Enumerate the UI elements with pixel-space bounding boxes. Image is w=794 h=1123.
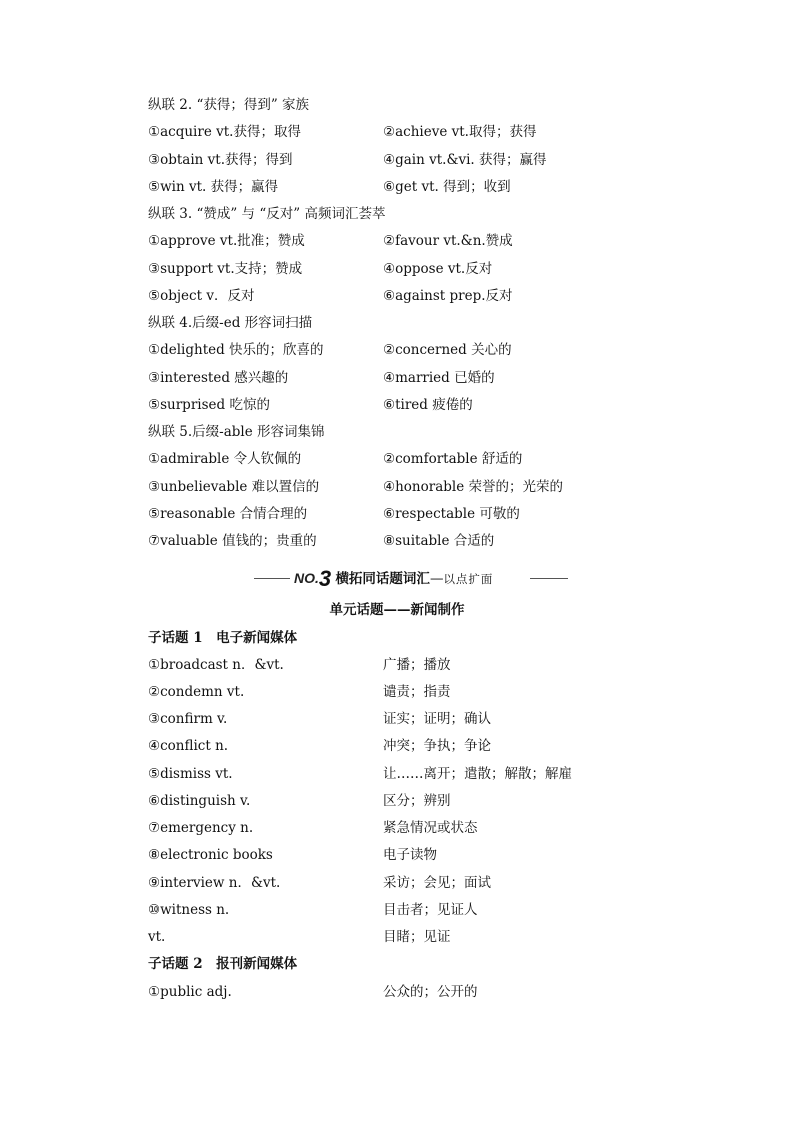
vocab-row bbox=[0, 393, 794, 417]
vocab-word: ⑩witness n. bbox=[148, 902, 230, 918]
vocab-word: vt. bbox=[148, 929, 166, 945]
subtopic2-title: 子话题 2 报刊新闻媒体 bbox=[148, 956, 298, 972]
vocab-row bbox=[0, 734, 794, 758]
vocab-item: ③interested 感兴趣的 bbox=[148, 370, 289, 386]
group4-title: 纵联 4.后缀-ed 形容词扫描 bbox=[148, 315, 313, 331]
unit-topic-line bbox=[0, 598, 794, 622]
vocab-word: ⑤dismiss vt. bbox=[148, 766, 233, 782]
vocab-item: ②comfortable 舒适的 bbox=[383, 451, 523, 467]
vocab-row bbox=[0, 366, 794, 390]
vocab-meaning: 区分；辨别 bbox=[383, 793, 451, 809]
banner-title: 横拓同话题词汇 bbox=[335, 571, 430, 587]
vocab-item: ⑤object v．反对 bbox=[148, 288, 255, 304]
banner-text bbox=[294, 565, 493, 591]
vocab-item: ⑥respectable 可敬的 bbox=[383, 506, 520, 522]
vocab-word: ⑥distinguish v. bbox=[148, 793, 251, 809]
group3-heading-line bbox=[0, 202, 794, 226]
subtopic1-title: 子话题 1 电子新闻媒体 bbox=[148, 630, 298, 646]
vocab-item: ④gain vt.&vi. 获得；赢得 bbox=[383, 152, 547, 168]
vocab-row bbox=[0, 980, 794, 1004]
vocab-word: ⑦emergency n. bbox=[148, 820, 254, 836]
vocab-item: ①delighted 快乐的；欣喜的 bbox=[148, 342, 324, 358]
vocab-meaning: 电子读物 bbox=[383, 847, 437, 863]
vocab-row bbox=[0, 680, 794, 704]
vocab-item: ⑥get vt. 得到；收到 bbox=[383, 179, 511, 195]
group4-heading-line bbox=[0, 311, 794, 335]
vocab-item: ③obtain vt.获得；得到 bbox=[148, 152, 293, 168]
banner-left-rule bbox=[254, 578, 290, 579]
group3-title: 纵联 3. “赞成” 与 “反对” 高频词汇荟萃 bbox=[148, 206, 386, 222]
vocab-item: ⑧suitable 合适的 bbox=[383, 533, 495, 549]
vocab-item: ③unbelievable 难以置信的 bbox=[148, 479, 320, 495]
vocab-row bbox=[0, 925, 794, 949]
vocab-row bbox=[0, 148, 794, 172]
group5-heading-line bbox=[0, 420, 794, 444]
vocab-word: ④conflict n. bbox=[148, 738, 229, 754]
vocab-row bbox=[0, 502, 794, 526]
vocab-item: ①acquire vt.获得；取得 bbox=[148, 124, 301, 140]
vocab-meaning: 谴责；指责 bbox=[383, 684, 451, 700]
vocab-row bbox=[0, 120, 794, 144]
vocab-row bbox=[0, 898, 794, 922]
banner-number: 3 bbox=[318, 566, 332, 591]
vocab-meaning: 冲突；争执；争论 bbox=[383, 738, 491, 754]
vocab-row bbox=[0, 843, 794, 867]
vocab-meaning: 让……离开；遣散；解散；解雇 bbox=[383, 766, 572, 782]
group2-heading-line bbox=[0, 93, 794, 117]
vocab-row bbox=[0, 447, 794, 471]
vocab-row bbox=[0, 707, 794, 731]
vocab-meaning: 紧急情况或状态 bbox=[383, 820, 478, 836]
vocab-item: ②achieve vt.取得；获得 bbox=[383, 124, 537, 140]
vocab-item: ①admirable 令人钦佩的 bbox=[148, 451, 302, 467]
vocab-item: ②concerned 关心的 bbox=[383, 342, 512, 358]
vocab-item: ②favour vt.&n.赞成 bbox=[383, 233, 513, 249]
banner-right-rule bbox=[530, 578, 568, 579]
vocab-row bbox=[0, 475, 794, 499]
vocab-word: ⑧electronic books bbox=[148, 847, 273, 863]
vocab-meaning: 目睹；见证 bbox=[383, 929, 451, 945]
vocab-row bbox=[0, 284, 794, 308]
vocab-item: ①approve vt.批准；赞成 bbox=[148, 233, 305, 249]
vocab-word: ⑨interview n．&vt. bbox=[148, 875, 281, 891]
banner-no: NO. bbox=[294, 570, 319, 586]
subtopic1-heading-line bbox=[0, 626, 794, 650]
vocab-word: ③confirm v. bbox=[148, 711, 228, 727]
vocab-word: ①broadcast n．&vt. bbox=[148, 657, 284, 673]
vocab-row bbox=[0, 871, 794, 895]
vocab-item: ⑥against prep.反对 bbox=[383, 288, 513, 304]
vocab-row bbox=[0, 257, 794, 281]
vocab-row bbox=[0, 229, 794, 253]
vocab-item: ⑥tired 疲倦的 bbox=[383, 397, 473, 413]
vocab-item: ⑦valuable 值钱的；贵重的 bbox=[148, 533, 317, 549]
section-banner bbox=[254, 565, 568, 591]
subtopic2-heading-line bbox=[0, 952, 794, 976]
vocab-meaning: 广播；播放 bbox=[383, 657, 451, 673]
unit-topic: 单元话题——新闻制作 bbox=[329, 602, 465, 618]
vocab-item: ⑤surprised 吃惊的 bbox=[148, 397, 270, 413]
vocab-row bbox=[0, 338, 794, 362]
vocab-meaning: 证实；证明；确认 bbox=[383, 711, 491, 727]
vocab-item: ④oppose vt.反对 bbox=[383, 261, 493, 277]
vocab-row bbox=[0, 175, 794, 199]
vocab-row bbox=[0, 816, 794, 840]
vocab-item: ③support vt.支持；赞成 bbox=[148, 261, 303, 277]
banner-dash: — bbox=[429, 571, 444, 587]
vocab-word: ①public adj. bbox=[148, 984, 232, 1000]
banner-subtitle: 以点扩面 bbox=[443, 572, 494, 586]
vocab-item: ⑤win vt. 获得；赢得 bbox=[148, 179, 279, 195]
vocab-word: ②condemn vt. bbox=[148, 684, 245, 700]
vocab-row bbox=[0, 529, 794, 553]
vocab-row bbox=[0, 653, 794, 677]
vocab-meaning: 采访；会见；面试 bbox=[383, 875, 491, 891]
vocab-meaning: 公众的；公开的 bbox=[383, 984, 478, 1000]
group2-title: 纵联 2. “获得；得到” 家族 bbox=[148, 97, 310, 113]
vocab-item: ⑤reasonable 合情合理的 bbox=[148, 506, 308, 522]
vocab-meaning: 目击者；见证人 bbox=[383, 902, 478, 918]
vocab-item: ④married 已婚的 bbox=[383, 370, 495, 386]
group5-title: 纵联 5.后缀-able 形容词集锦 bbox=[148, 424, 325, 440]
vocab-row bbox=[0, 762, 794, 786]
vocab-row bbox=[0, 789, 794, 813]
vocab-item: ④honorable 荣誉的；光荣的 bbox=[383, 479, 563, 495]
